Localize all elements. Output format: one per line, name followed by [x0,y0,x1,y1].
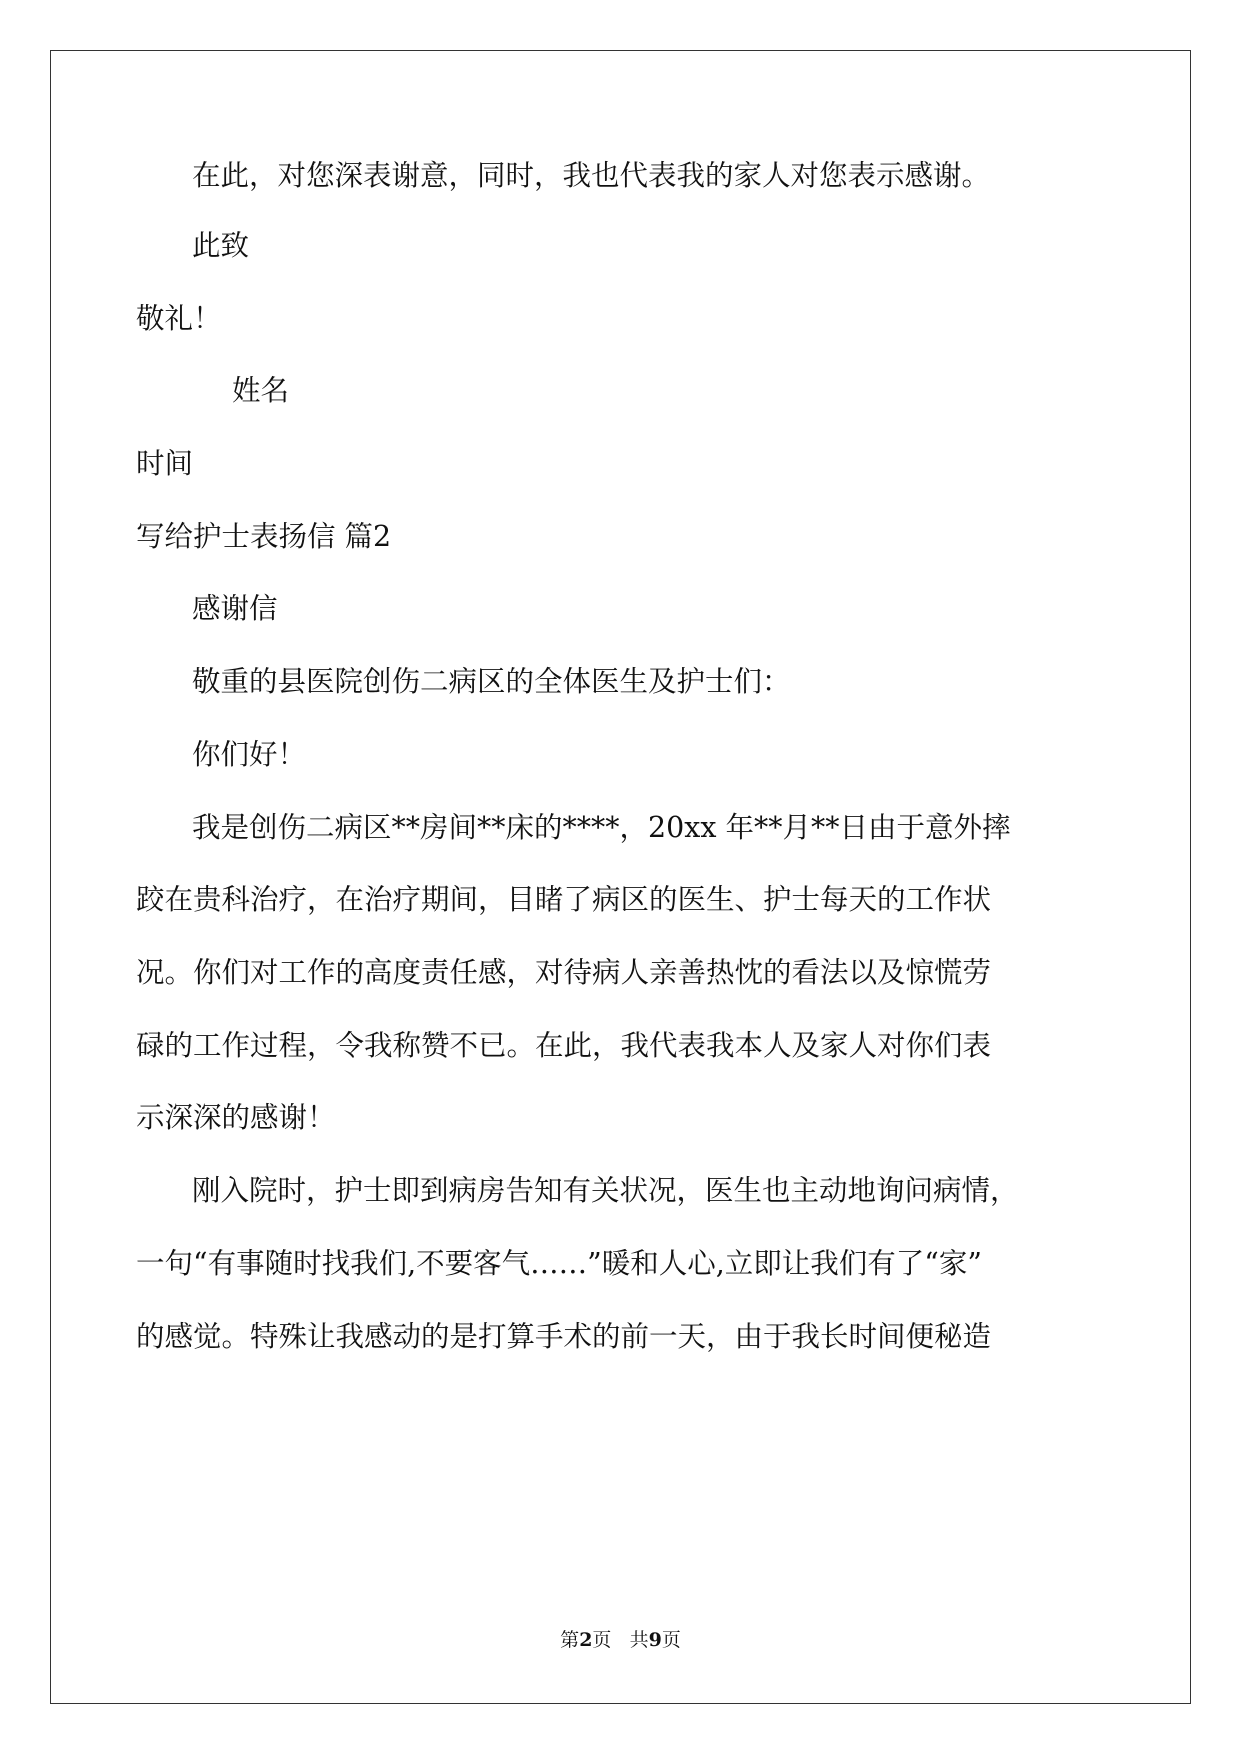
section-title: 写给护士表扬信 篇2 [136,520,392,553]
total-prefix: 共 [629,1629,649,1651]
signature-date: 时间 [136,447,194,480]
letter-title: 感谢信 [192,592,278,625]
total-pages-number: 9 [648,1629,662,1651]
letter-greeting: 你们好！ [192,738,307,771]
paragraph1-line: 我是创伤二病区**房间**床的****，20xx 年**月**日由于意外摔 [192,811,1011,844]
paragraph2-line: 一句“有事随时找我们,不要客气……”暖和人心,立即让我们有了“家” [136,1247,982,1280]
paragraph1-line: 况。你们对工作的高度责任感，对待病人亲善热忱的看法以及惊慌劳 [136,956,992,989]
current-page-number: 2 [579,1629,593,1651]
paragraph1-line: 跤在贵科治疗，在治疗期间，目睹了病区的医生、护士每天的工作状 [136,883,992,916]
page-prefix: 第 [560,1629,580,1651]
paragraph2-line: 刚入院时，护士即到病房告知有关状况，医生也主动地询问病情， [192,1174,1019,1207]
paragraph2-line: 的感觉。特殊让我感动的是打算手术的前一天，由于我长时间便秘造 [136,1320,992,1353]
total-suffix: 页 [661,1629,681,1651]
page-suffix: 页 [592,1629,612,1651]
salutation-jing-li: 敬礼！ [136,302,222,335]
salutation-ci-zhi: 此致 [192,229,250,262]
paragraph1-line: 碌的工作过程，令我称赞不已。在此，我代表我本人及家人对你们表 [136,1029,992,1062]
thanks-line: 在此，对您深表谢意，同时，我也代表我的家人对您表示感谢。 [192,159,991,192]
letter-addressee: 敬重的县医院创伤二病区的全体医生及护士们： [192,665,791,698]
signature-name: 姓名 [232,374,290,407]
page-footer [0,1628,1241,1652]
paragraph1-line: 示深深的感谢！ [136,1101,336,1134]
